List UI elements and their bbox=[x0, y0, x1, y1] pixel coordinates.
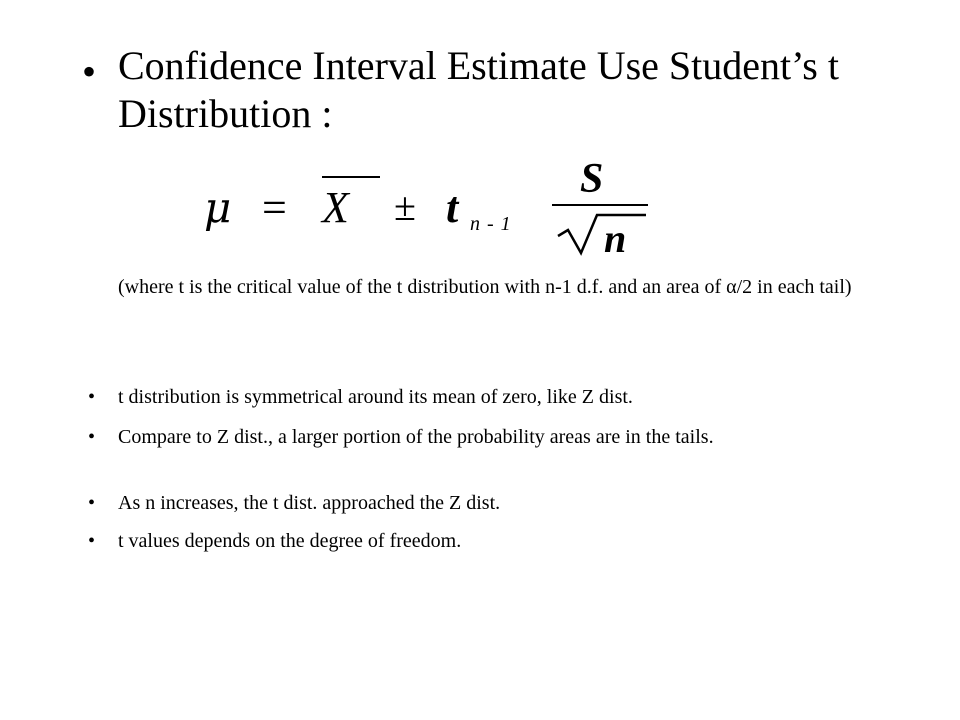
bullet-text: Compare to Z dist., a larger portion of the probability areas are in the tails. bbox=[118, 426, 714, 448]
bullet-text: t distribution is symmetrical around its mean of zero, like Z dist. bbox=[118, 386, 633, 408]
bullet-text: t values depends on the degree of freedom. bbox=[118, 530, 462, 552]
formula-radicand: n bbox=[604, 216, 627, 261]
formula-numerator: S bbox=[580, 156, 604, 202]
formula-xbar: X bbox=[322, 183, 349, 232]
critical-value-note: (where t is the critical value of the t distribution with n-1 d.f. and an area of α/2 in each tail) bbox=[118, 276, 852, 298]
confidence-interval-formula bbox=[0, 0, 960, 270]
slide-title: Confidence Interval Estimate Use Student’s t Distribution : bbox=[118, 43, 839, 136]
formula-mu: μ bbox=[204, 183, 232, 232]
formula-svg bbox=[0, 0, 960, 270]
bullet-marker: • bbox=[88, 426, 96, 448]
bullet-marker: • bbox=[88, 530, 96, 552]
formula-equals: = bbox=[262, 183, 287, 232]
bullet-marker: • bbox=[88, 386, 96, 408]
formula-t: t bbox=[446, 183, 459, 232]
formula-subscript: n - 1 bbox=[470, 213, 512, 235]
bullet-text: As n increases, the t dist. approached the Z dist. bbox=[118, 492, 501, 514]
title-bullet: • bbox=[82, 49, 97, 94]
formula-plusminus: ± bbox=[394, 184, 416, 229]
formula-sqrt-sign bbox=[558, 215, 646, 253]
bullet-marker: • bbox=[88, 492, 96, 514]
